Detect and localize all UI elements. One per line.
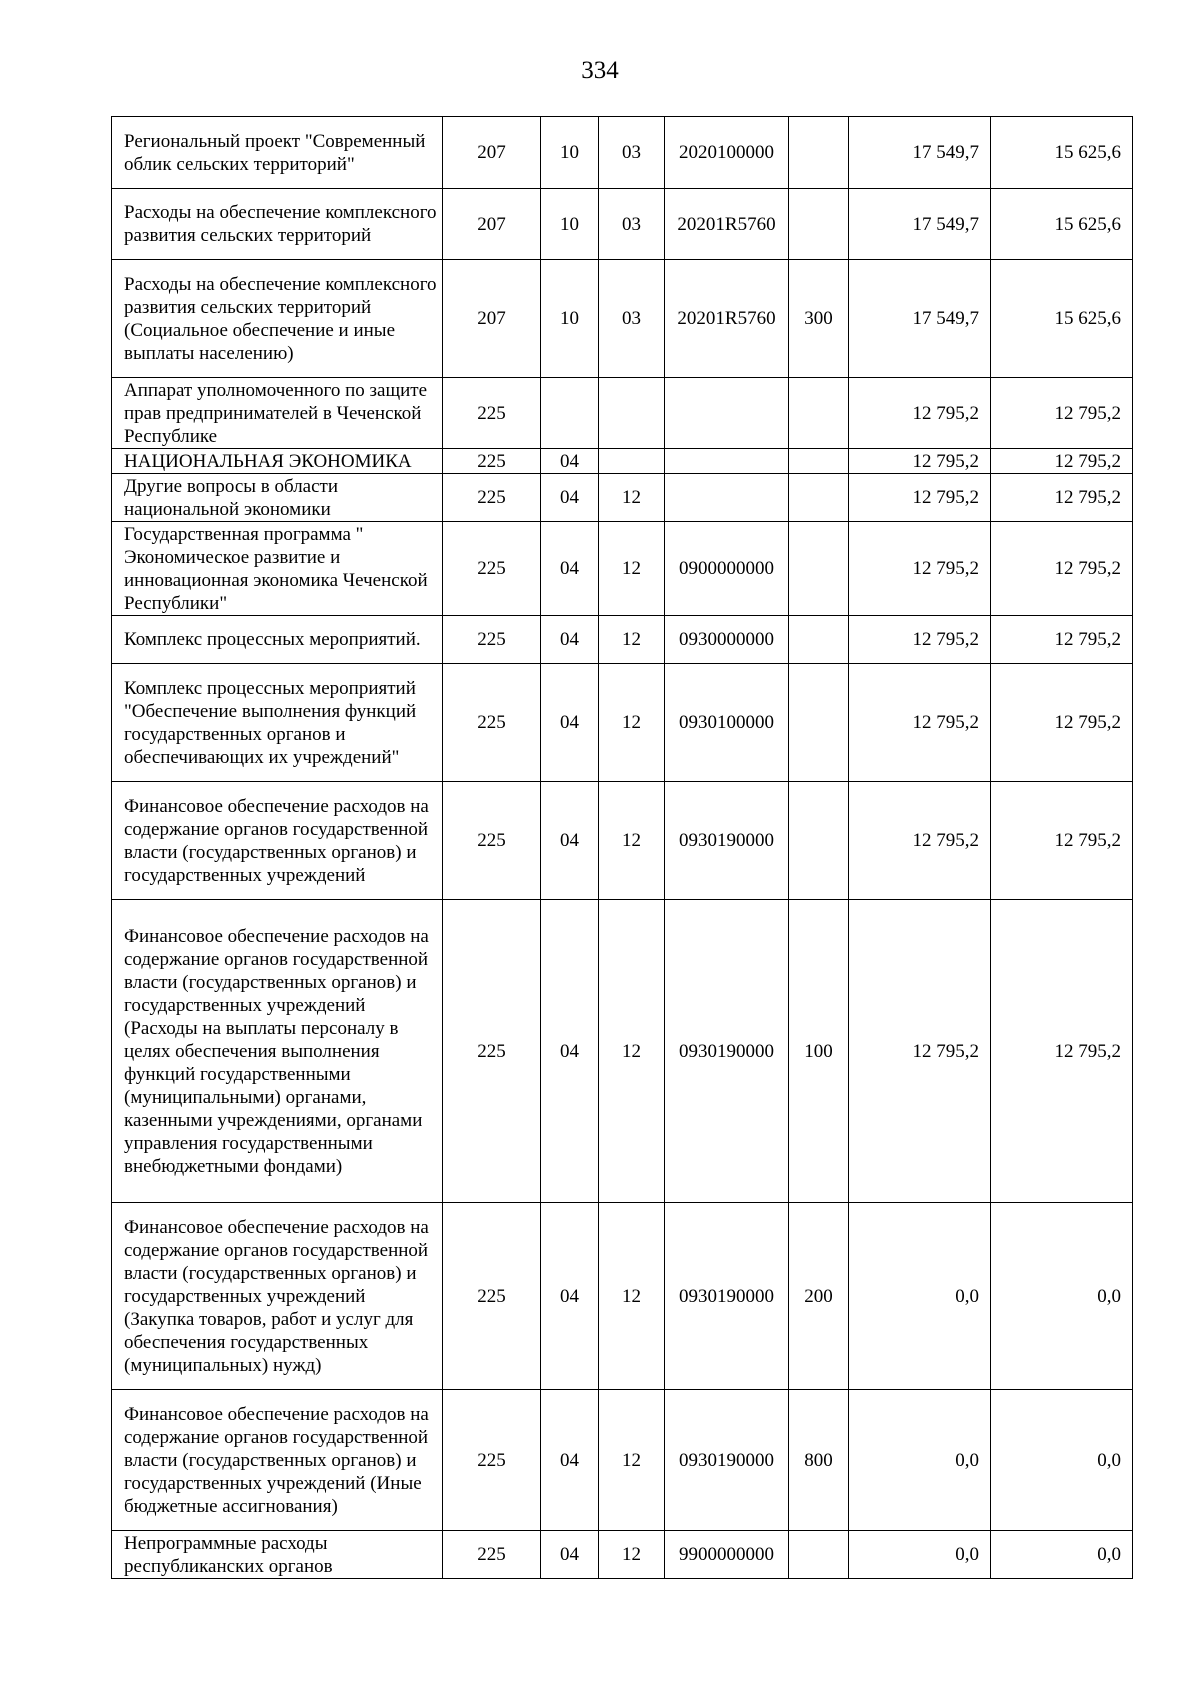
ved-cell: 207 [443, 189, 541, 260]
table-row [112, 1203, 1133, 1390]
sum-1-cell: 12 795,2 [849, 378, 991, 449]
rz-cell: 10 [541, 189, 599, 260]
table-row [112, 474, 1133, 522]
sum-2-cell: 12 795,2 [991, 449, 1133, 474]
rz-cell: 04 [541, 522, 599, 616]
ved-cell: 225 [443, 616, 541, 664]
vr-cell: 800 [789, 1390, 849, 1531]
sum-1-cell: 17 549,7 [849, 117, 991, 189]
table-row [112, 616, 1133, 664]
ved-cell: 225 [443, 449, 541, 474]
table-row [112, 782, 1133, 900]
row-name-cell: Комплекс процессных мероприятий. [112, 616, 443, 664]
ved-cell: 225 [443, 1390, 541, 1531]
ved-cell: 225 [443, 378, 541, 449]
csr-cell: 2020100000 [665, 117, 789, 189]
row-name-cell: Региональный проект "Современный облик сельских территорий" [112, 117, 443, 189]
ved-cell: 225 [443, 1531, 541, 1579]
pr-cell [599, 449, 665, 474]
vr-cell [789, 522, 849, 616]
rz-cell: 10 [541, 117, 599, 189]
ved-cell: 225 [443, 1203, 541, 1390]
sum-2-cell: 12 795,2 [991, 664, 1133, 782]
table-row [112, 1531, 1133, 1579]
row-name-cell: Финансовое обеспечение расходов на содержание органов государственной власти (государственных органов) и государственных учреждений (Иные бюджетные ассигнования) [112, 1390, 443, 1531]
rz-cell: 10 [541, 260, 599, 378]
pr-cell: 12 [599, 474, 665, 522]
sum-2-cell: 12 795,2 [991, 782, 1133, 900]
rz-cell: 04 [541, 900, 599, 1203]
rz-cell: 04 [541, 1531, 599, 1579]
sum-2-cell: 12 795,2 [991, 616, 1133, 664]
pr-cell: 12 [599, 782, 665, 900]
csr-cell: 9900000000 [665, 1531, 789, 1579]
pr-cell: 12 [599, 1531, 665, 1579]
pr-cell: 03 [599, 189, 665, 260]
csr-cell: 0930190000 [665, 900, 789, 1203]
csr-cell [665, 378, 789, 449]
pr-cell: 03 [599, 260, 665, 378]
csr-cell: 0930190000 [665, 1203, 789, 1390]
row-name-cell: Финансовое обеспечение расходов на содержание органов государственной власти (государственных органов) и государственных учреждений [112, 782, 443, 900]
sum-1-cell: 17 549,7 [849, 260, 991, 378]
vr-cell: 100 [789, 900, 849, 1203]
table-row [112, 189, 1133, 260]
pr-cell: 12 [599, 1203, 665, 1390]
rz-cell: 04 [541, 782, 599, 900]
csr-cell [665, 449, 789, 474]
sum-2-cell: 12 795,2 [991, 378, 1133, 449]
pr-cell: 12 [599, 900, 665, 1203]
vr-cell [789, 664, 849, 782]
csr-cell: 0900000000 [665, 522, 789, 616]
csr-cell: 0930190000 [665, 782, 789, 900]
sum-2-cell: 15 625,6 [991, 260, 1133, 378]
vr-cell [789, 189, 849, 260]
rz-cell: 04 [541, 616, 599, 664]
sum-1-cell: 0,0 [849, 1531, 991, 1579]
pr-cell: 12 [599, 616, 665, 664]
ved-cell: 225 [443, 474, 541, 522]
pr-cell: 12 [599, 664, 665, 782]
pr-cell [599, 378, 665, 449]
sum-1-cell: 12 795,2 [849, 664, 991, 782]
row-name-cell: Непрограммные расходы республиканских органов [112, 1531, 443, 1579]
table-row [112, 378, 1133, 449]
rz-cell [541, 378, 599, 449]
csr-cell: 20201R5760 [665, 189, 789, 260]
csr-cell: 0930100000 [665, 664, 789, 782]
vr-cell [789, 782, 849, 900]
vr-cell [789, 616, 849, 664]
vr-cell: 200 [789, 1203, 849, 1390]
sum-1-cell: 12 795,2 [849, 782, 991, 900]
table-row [112, 900, 1133, 1203]
sum-2-cell: 15 625,6 [991, 117, 1133, 189]
vr-cell: 300 [789, 260, 849, 378]
row-name-cell: Другие вопросы в области национальной экономики [112, 474, 443, 522]
rz-cell: 04 [541, 474, 599, 522]
sum-2-cell: 0,0 [991, 1203, 1133, 1390]
sum-1-cell: 12 795,2 [849, 522, 991, 616]
ved-cell: 225 [443, 782, 541, 900]
row-name-cell: Финансовое обеспечение расходов на содержание органов государственной власти (государственных органов) и государственных учреждений (Закупка товаров, работ и услуг для обеспечения государственных (муниципальных) нужд) [112, 1203, 443, 1390]
pr-cell: 12 [599, 1390, 665, 1531]
sum-1-cell: 17 549,7 [849, 189, 991, 260]
ved-cell: 207 [443, 117, 541, 189]
sum-2-cell: 12 795,2 [991, 900, 1133, 1203]
sum-2-cell: 15 625,6 [991, 189, 1133, 260]
csr-cell: 0930000000 [665, 616, 789, 664]
row-name-cell: Комплекс процессных мероприятий "Обеспечение выполнения функций государственных органов и обеспечивающих их учреждений" [112, 664, 443, 782]
vr-cell [789, 449, 849, 474]
rz-cell: 04 [541, 1203, 599, 1390]
ved-cell: 225 [443, 522, 541, 616]
sum-2-cell: 0,0 [991, 1390, 1133, 1531]
rz-cell: 04 [541, 449, 599, 474]
sum-2-cell: 12 795,2 [991, 474, 1133, 522]
csr-cell: 0930190000 [665, 1390, 789, 1531]
row-name-cell: Расходы на обеспечение комплексного развития сельских территорий [112, 189, 443, 260]
rz-cell: 04 [541, 664, 599, 782]
table-body [112, 117, 1133, 1579]
budget-table [111, 116, 1133, 1579]
row-name-cell: Финансовое обеспечение расходов на содержание органов государственной власти (государственных органов) и государственных учреждений (Расходы на выплаты персоналу в целях обеспечения выполнения функций государственными (муниципальными) органами, казенными учреждениями, органами управления государственными внебюджетными фондами) [112, 900, 443, 1203]
row-name-cell: Государственная программа " Экономическое развитие и инновационная экономика Чеченской Республики" [112, 522, 443, 616]
pr-cell: 12 [599, 522, 665, 616]
table-row [112, 664, 1133, 782]
sum-1-cell: 12 795,2 [849, 900, 991, 1203]
sum-2-cell: 0,0 [991, 1531, 1133, 1579]
row-name-cell: Аппарат уполномоченного по защите прав предпринимателей в Чеченской Республике [112, 378, 443, 449]
page-number: 334 [581, 57, 619, 84]
sum-1-cell: 12 795,2 [849, 474, 991, 522]
table-row [112, 449, 1133, 474]
vr-cell [789, 378, 849, 449]
table-row [112, 522, 1133, 616]
vr-cell [789, 474, 849, 522]
row-name-cell: Расходы на обеспечение комплексного развития сельских территорий (Социальное обеспечение и иные выплаты населению) [112, 260, 443, 378]
csr-cell: 20201R5760 [665, 260, 789, 378]
vr-cell [789, 117, 849, 189]
table-row [112, 260, 1133, 378]
csr-cell [665, 474, 789, 522]
vr-cell [789, 1531, 849, 1579]
sum-2-cell: 12 795,2 [991, 522, 1133, 616]
row-name-cell: НАЦИОНАЛЬНАЯ ЭКОНОМИКА [112, 449, 443, 474]
ved-cell: 225 [443, 900, 541, 1203]
table-row [112, 1390, 1133, 1531]
rz-cell: 04 [541, 1390, 599, 1531]
sum-1-cell: 12 795,2 [849, 449, 991, 474]
sum-1-cell: 0,0 [849, 1203, 991, 1390]
pr-cell: 03 [599, 117, 665, 189]
table-row [112, 117, 1133, 189]
ved-cell: 225 [443, 664, 541, 782]
sum-1-cell: 0,0 [849, 1390, 991, 1531]
sum-1-cell: 12 795,2 [849, 616, 991, 664]
ved-cell: 207 [443, 260, 541, 378]
